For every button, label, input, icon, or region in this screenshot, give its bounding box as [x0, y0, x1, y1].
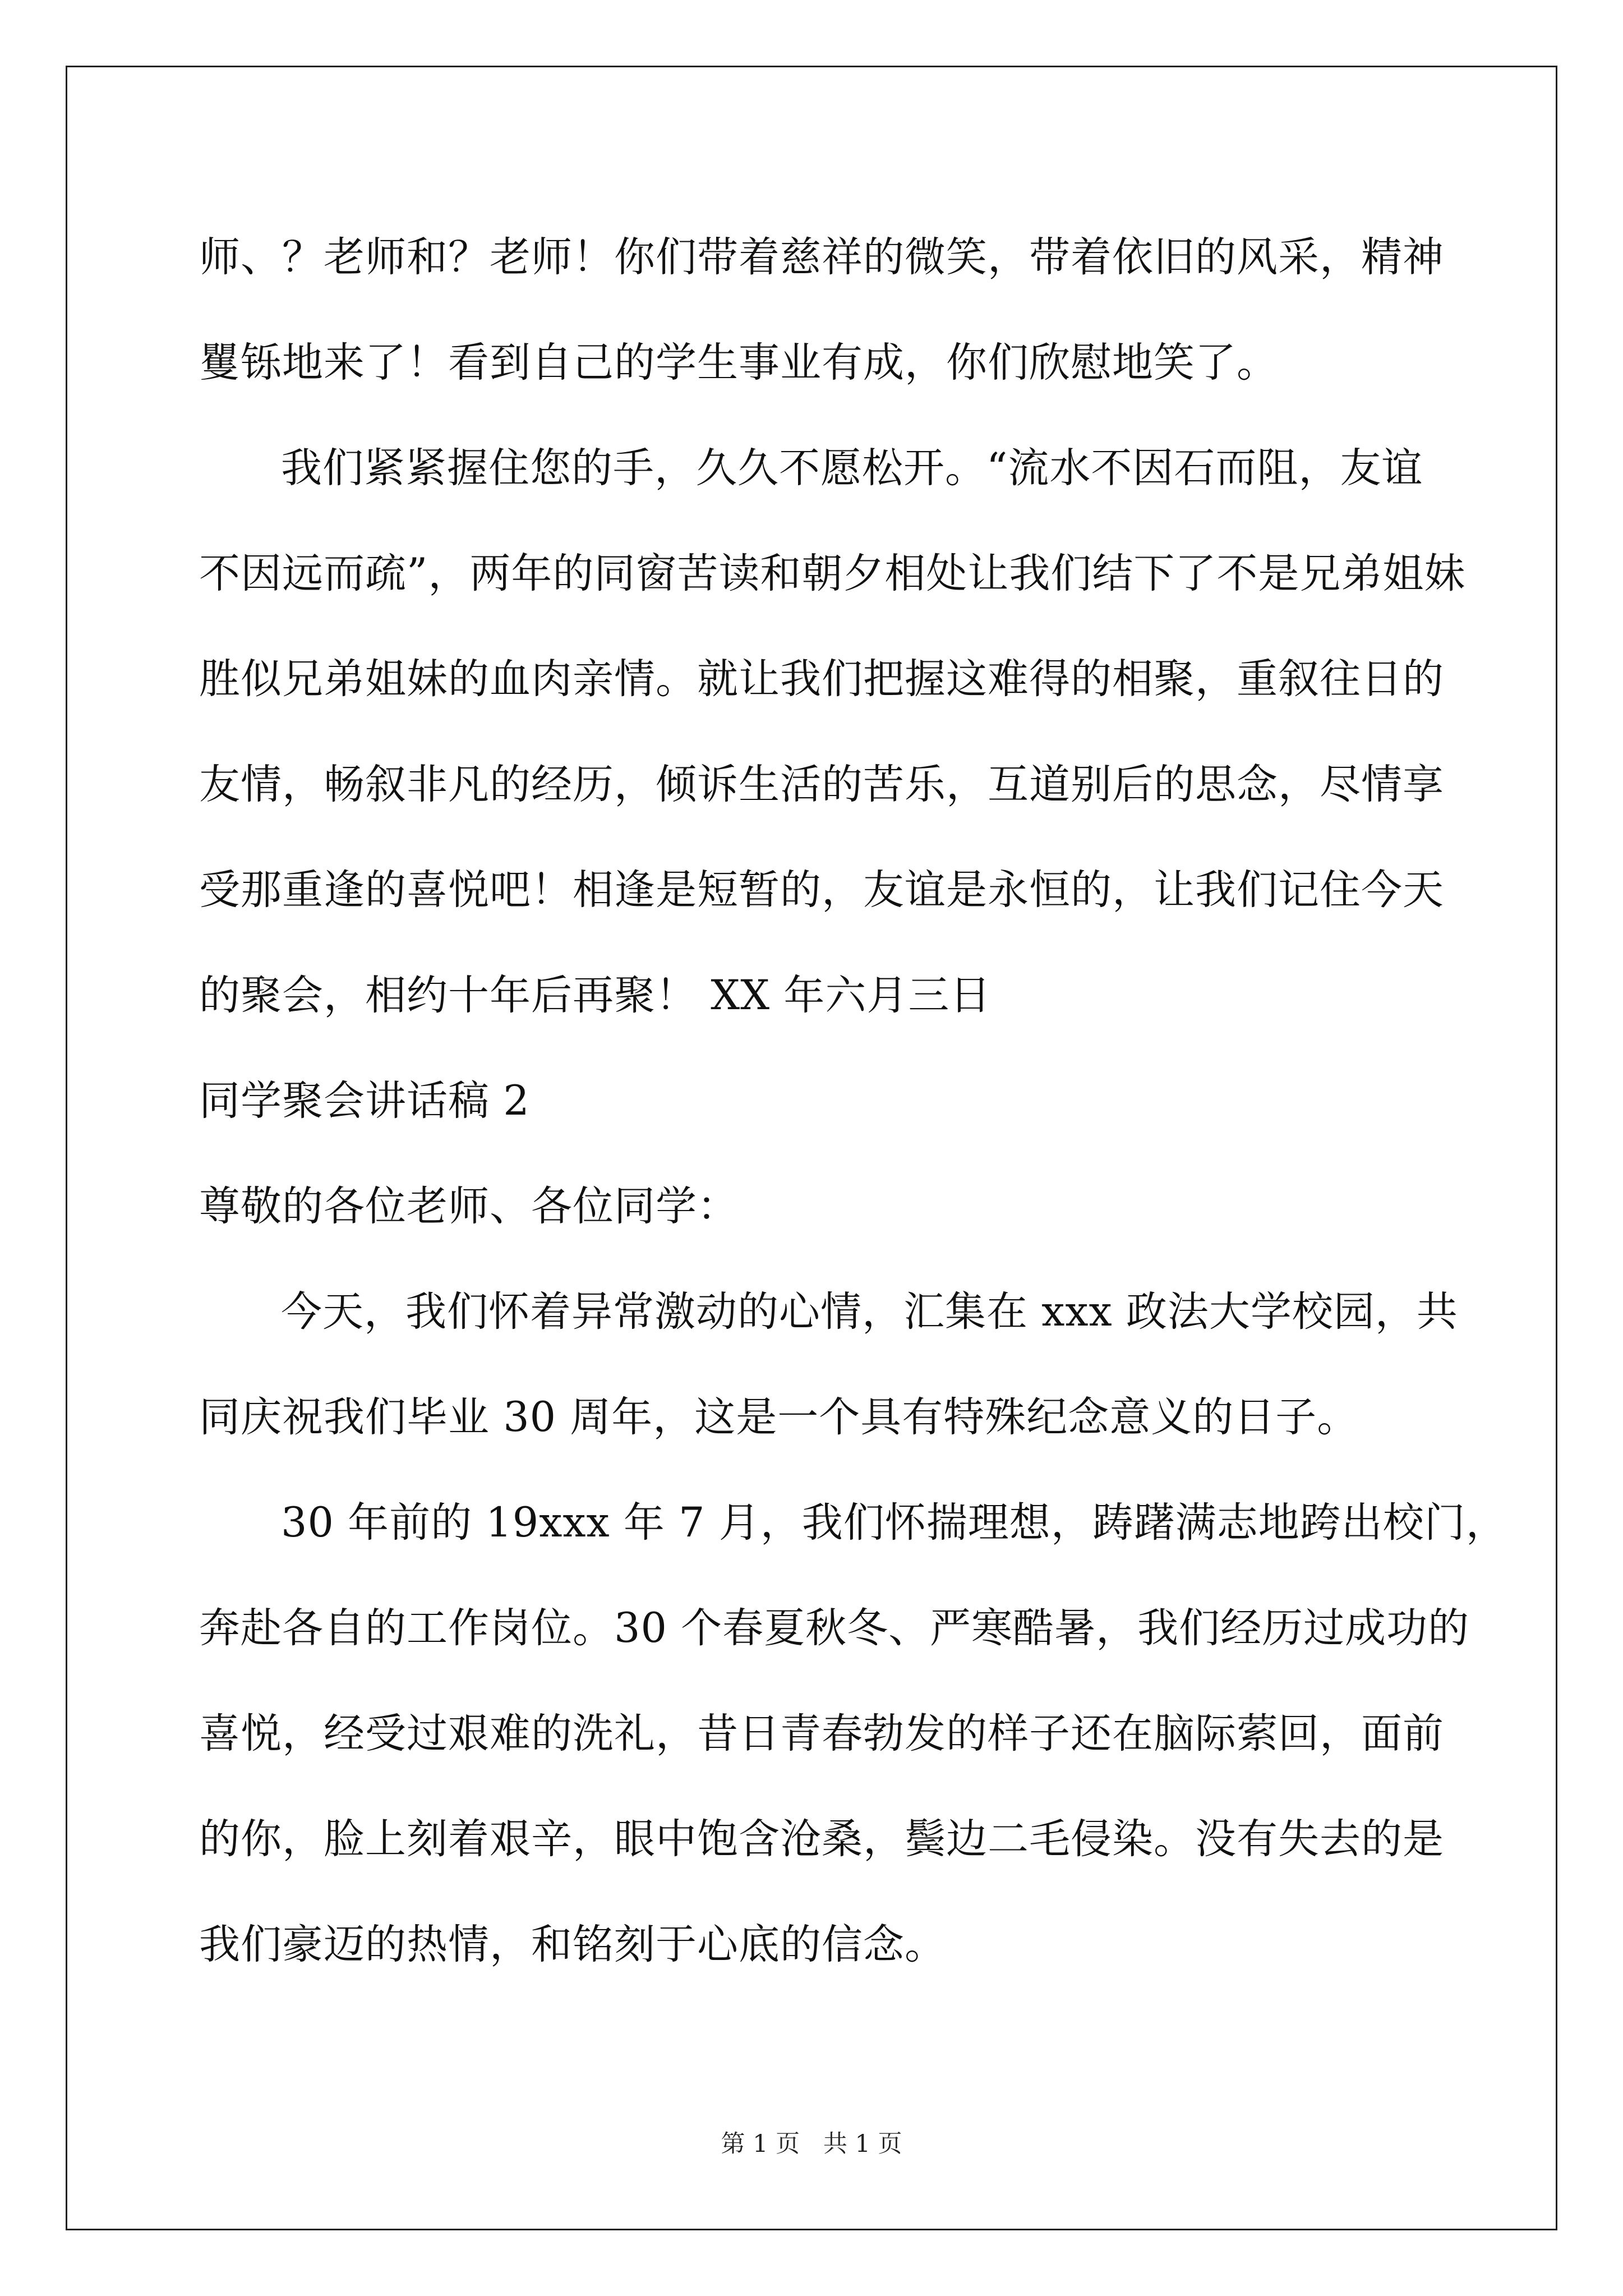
text-line: 友情，畅叙非凡的经历，倾诉生活的苦乐，互道别后的思念，尽情享: [199, 761, 1444, 808]
document-body: [199, 205, 1507, 1998]
text-line: 师、？老师和？老师！你们带着慈祥的微笑，带着依旧的风采，精神: [199, 233, 1444, 281]
section-heading: 同学聚会讲话稿 2: [199, 1077, 530, 1125]
text-line: 的聚会，相约十年后再聚！ XX 年六月三日: [199, 972, 992, 1019]
text-line: 今天，我们怀着异常激动的心情，汇集在 xxx 政法大学校园，共: [281, 1288, 1458, 1336]
text-line: 的你，脸上刻着艰辛，眼中饱含沧桑，鬓边二毛侵染。没有失去的是: [199, 1815, 1444, 1863]
salutation: 尊敬的各位老师、各位同学：: [199, 1182, 739, 1230]
text-line: 奔赴各自的工作岗位。30 个春夏秋冬、严寒酷暑，我们经历过成功的: [199, 1604, 1470, 1652]
text-line: 我们豪迈的热情，和铭刻于心底的信念。: [199, 1921, 946, 1968]
text-line: 矍铄地来了！看到自己的学生事业有成，你们欣慰地笑了。: [199, 339, 1278, 386]
page-total: 共 1 页: [823, 2130, 902, 2158]
text-line: 受那重逢的喜悦吧！相逢是短暂的，友谊是永恒的，让我们记住今天: [199, 866, 1444, 914]
text-line: 同庆祝我们毕业 30 周年，这是一个具有特殊纪念意义的日子。: [199, 1393, 1359, 1441]
text-line: 30 年前的 19xxx 年 7 月，我们怀揣理想，踌躇满志地跨出校门，: [281, 1499, 1507, 1547]
text-line: 我们紧紧握住您的手，久久不愿松开。“流水不因石而阻，友谊: [281, 444, 1423, 492]
page-footer: [0, 2127, 1623, 2161]
text-line: 喜悦，经受过艰难的洗礼，昔日青春勃发的样子还在脑际萦回，面前: [199, 1710, 1444, 1757]
page-number: 第 1 页: [721, 2130, 800, 2158]
text-line: 不因远而疏”，两年的同窗苦读和朝夕相处让我们结下了不是兄弟姐妹: [199, 550, 1466, 597]
text-line: 胜似兄弟姐妹的血肉亲情。就让我们把握这难得的相聚，重叙往日的: [199, 655, 1444, 703]
